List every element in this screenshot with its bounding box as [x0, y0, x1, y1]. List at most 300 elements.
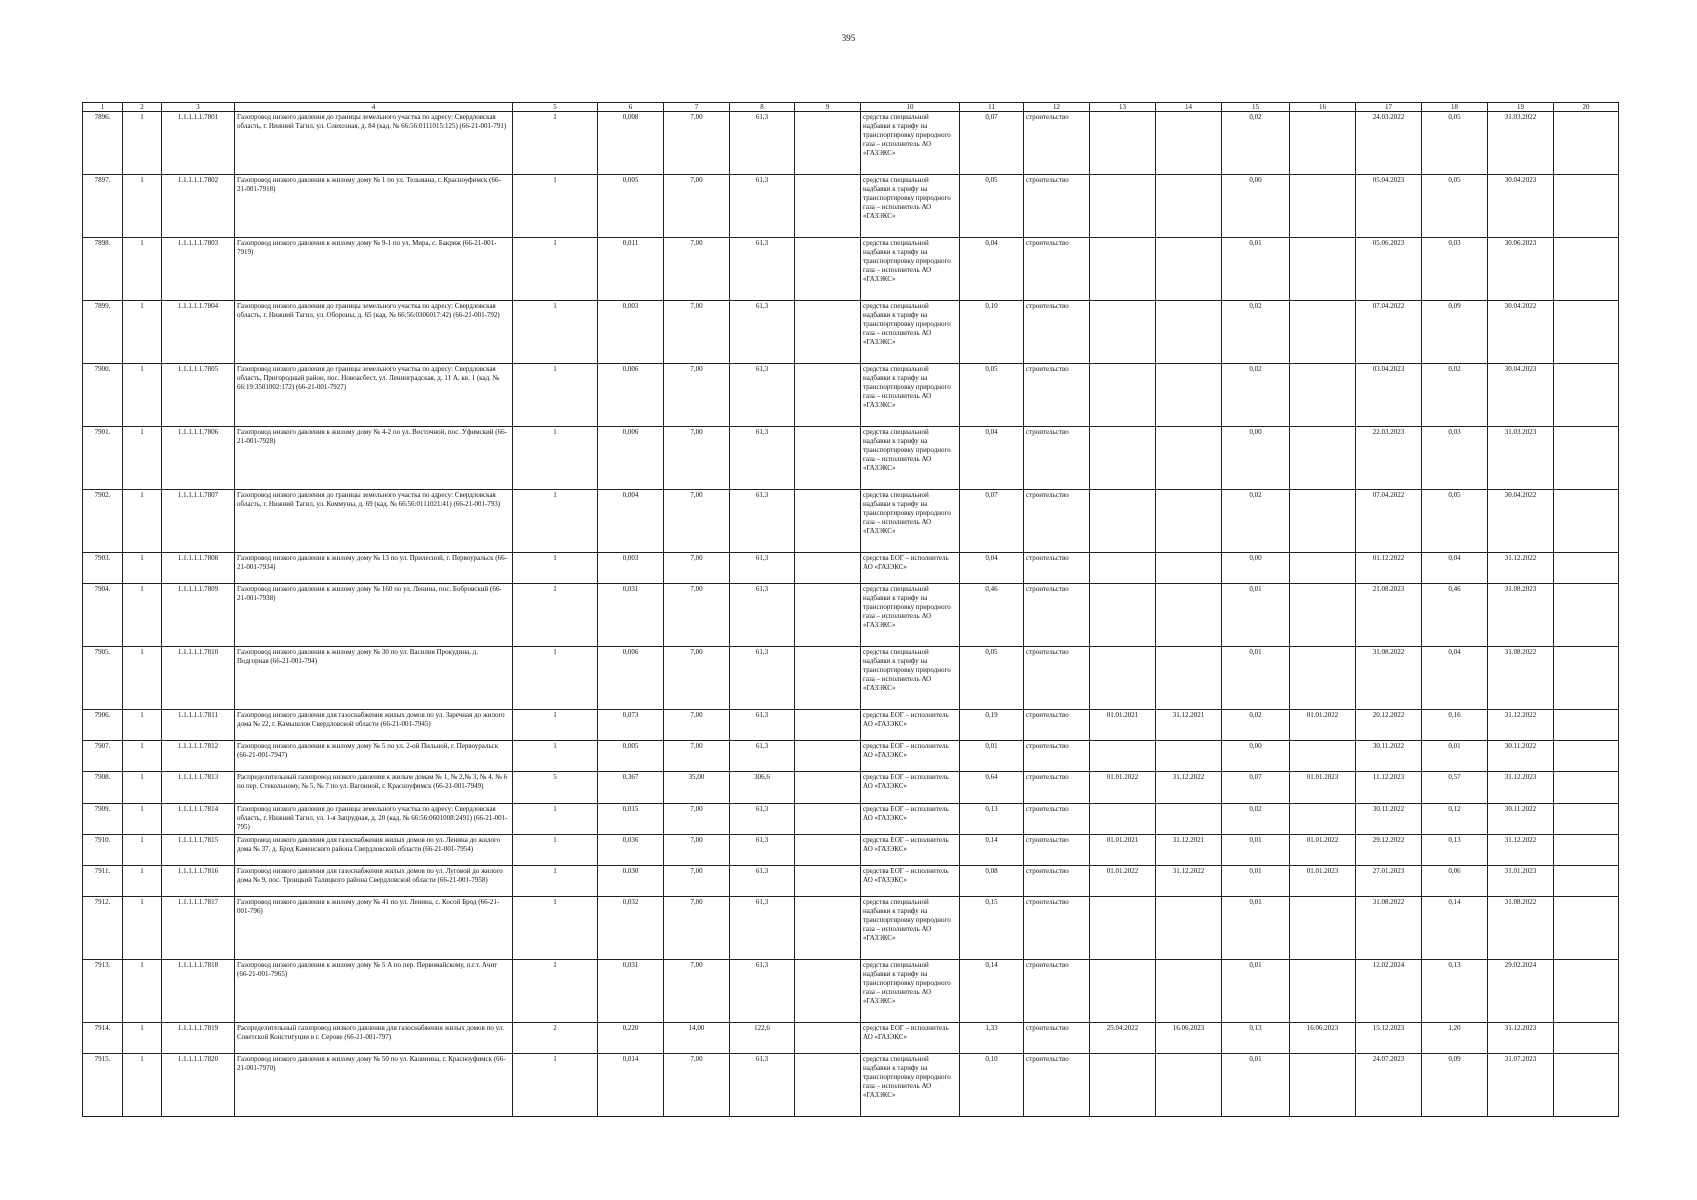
cell-col-13: [1090, 301, 1156, 364]
cell-col-6: 0,004: [598, 490, 664, 553]
cell-col-9: [795, 710, 861, 741]
cell-col-8: 61,3: [730, 866, 795, 897]
cell-col-3: 1.1.1.1.1.7815: [162, 835, 235, 866]
cell-col-4: Газопровод низкого давления к жилому дому № 30 по ул. Василия Прокудина, д. Подгорная (66-21-001-794): [235, 647, 513, 710]
cell-col-16: 01.01.2023: [1290, 772, 1356, 804]
cell-col-9: [795, 897, 861, 960]
cell-col-16: [1290, 301, 1356, 364]
cell-col-5: 1: [513, 301, 598, 364]
cell-col-11: 0,19: [960, 710, 1024, 741]
cell-col-20: [1554, 238, 1619, 301]
cell-col-17: 05.04.2023: [1356, 175, 1422, 238]
cell-col-2: 1: [123, 1023, 162, 1054]
cell-col-13: [1090, 1054, 1156, 1117]
column-header-3: 3: [162, 103, 235, 112]
cell-col-7: 7,00: [664, 112, 730, 175]
cell-col-17: 20.12.2022: [1356, 710, 1422, 741]
cell-col-3: 1.1.1.1.1.7801: [162, 112, 235, 175]
cell-col-12: строительство: [1024, 584, 1090, 647]
cell-col-14: [1156, 112, 1222, 175]
cell-col-12: строительство: [1024, 175, 1090, 238]
cell-col-10: средства специальной надбавки к тарифу на транспортировку природного газа – исполнитель АО «ГАЗЭКС»: [861, 175, 960, 238]
cell-col-4: Газопровод низкого давления к жилому дому № 50 по ул. Калинина, г. Красноуфимск (66-21-001-7970): [235, 1054, 513, 1117]
cell-col-3: 1.1.1.1.1.7808: [162, 553, 235, 584]
cell-col-14: 16.06.2023: [1156, 1023, 1222, 1054]
cell-col-3: 1.1.1.1.1.7812: [162, 741, 235, 772]
cell-col-6: 0,006: [598, 364, 664, 427]
cell-col-19: 31.08.2022: [1488, 647, 1554, 710]
cell-col-1: 7905.: [83, 647, 123, 710]
table-row: [83, 866, 1619, 897]
cell-col-6: 0,005: [598, 175, 664, 238]
cell-col-1: 7907.: [83, 741, 123, 772]
cell-col-9: [795, 960, 861, 1023]
cell-col-1: 7900.: [83, 364, 123, 427]
header-row: [83, 103, 1619, 112]
cell-col-18: 0,04: [1422, 553, 1488, 584]
cell-col-16: [1290, 804, 1356, 835]
cell-col-17: 15.12.2023: [1356, 1023, 1422, 1054]
page-number: 395: [841, 33, 856, 43]
cell-col-10: средства ЕОГ – исполнитель АО «ГАЗЭКС»: [861, 710, 960, 741]
cell-col-5: 1: [513, 866, 598, 897]
cell-col-14: [1156, 238, 1222, 301]
cell-col-9: [795, 364, 861, 427]
cell-col-18: 0,14: [1422, 897, 1488, 960]
cell-col-14: [1156, 490, 1222, 553]
cell-col-15: 0,01: [1222, 835, 1290, 866]
cell-col-11: 0,15: [960, 897, 1024, 960]
column-header-17: 17: [1356, 103, 1422, 112]
cell-col-5: 1: [513, 553, 598, 584]
cell-col-6: 0,006: [598, 427, 664, 490]
cell-col-1: 7913.: [83, 960, 123, 1023]
cell-col-13: [1090, 364, 1156, 427]
cell-col-1: 7898.: [83, 238, 123, 301]
cell-col-20: [1554, 490, 1619, 553]
cell-col-9: [795, 584, 861, 647]
cell-col-10: средства ЕОГ – исполнитель АО «ГАЗЭКС»: [861, 553, 960, 584]
cell-col-15: 0,02: [1222, 710, 1290, 741]
cell-col-1: 7903.: [83, 553, 123, 584]
cell-col-18: 0,12: [1422, 804, 1488, 835]
table-row: [83, 647, 1619, 710]
cell-col-7: 7,00: [664, 866, 730, 897]
cell-col-19: 31.12.2023: [1488, 772, 1554, 804]
cell-col-18: 0,16: [1422, 710, 1488, 741]
cell-col-13: [1090, 112, 1156, 175]
cell-col-11: 0,04: [960, 553, 1024, 584]
cell-col-18: 0,06: [1422, 866, 1488, 897]
cell-col-7: 7,00: [664, 427, 730, 490]
cell-col-4: Газопровод низкого давления до границы земельного участка по адресу: Свердловская область, г. Нижний Тагил, ул. Обороны, д. 65 (кад. № 66:56:0306017:42) (66-21-001-792): [235, 301, 513, 364]
cell-col-14: [1156, 364, 1222, 427]
cell-col-19: 30.04.2022: [1488, 490, 1554, 553]
cell-col-10: средства специальной надбавки к тарифу на транспортировку природного газа – исполнитель АО «ГАЗЭКС»: [861, 647, 960, 710]
table-row: [83, 897, 1619, 960]
column-header-8: 8: [730, 103, 795, 112]
cell-col-12: строительство: [1024, 1054, 1090, 1117]
cell-col-13: [1090, 647, 1156, 710]
cell-col-19: 31.12.2022: [1488, 710, 1554, 741]
cell-col-19: 31.12.2022: [1488, 553, 1554, 584]
cell-col-15: 0,01: [1222, 897, 1290, 960]
cell-col-12: строительство: [1024, 301, 1090, 364]
cell-col-19: 30.04.2023: [1488, 364, 1554, 427]
cell-col-12: строительство: [1024, 364, 1090, 427]
cell-col-2: 1: [123, 490, 162, 553]
cell-col-16: 01.01.2022: [1290, 710, 1356, 741]
column-header-14: 14: [1156, 103, 1222, 112]
table-row: [83, 301, 1619, 364]
cell-col-19: 29.02.2024: [1488, 960, 1554, 1023]
cell-col-19: 31.03.2022: [1488, 112, 1554, 175]
cell-col-12: строительство: [1024, 866, 1090, 897]
cell-col-3: 1.1.1.1.1.7807: [162, 490, 235, 553]
column-header-4: 4: [235, 103, 513, 112]
cell-col-11: 0,46: [960, 584, 1024, 647]
cell-col-20: [1554, 710, 1619, 741]
cell-col-9: [795, 427, 861, 490]
cell-col-9: [795, 553, 861, 584]
cell-col-6: 0,003: [598, 553, 664, 584]
cell-col-19: 31.03.2023: [1488, 427, 1554, 490]
cell-col-17: 22.03.2023: [1356, 427, 1422, 490]
cell-col-12: строительство: [1024, 897, 1090, 960]
column-header-13: 13: [1090, 103, 1156, 112]
cell-col-13: [1090, 897, 1156, 960]
cell-col-2: 1: [123, 1054, 162, 1117]
table-row: [83, 553, 1619, 584]
cell-col-8: 61,3: [730, 897, 795, 960]
cell-col-1: 7896.: [83, 112, 123, 175]
cell-col-12: строительство: [1024, 772, 1090, 804]
cell-col-20: [1554, 584, 1619, 647]
column-header-2: 2: [123, 103, 162, 112]
cell-col-8: 61,3: [730, 238, 795, 301]
cell-col-5: 1: [513, 112, 598, 175]
cell-col-14: 31.12.2022: [1156, 772, 1222, 804]
column-header-16: 16: [1290, 103, 1356, 112]
cell-col-4: Газопровод низкого давления до границы земельного участка по адресу: Свердловская область, г. Нижний Тагил, ул. 1-я Запрудная, д. 20 (кад. № 66:56:0601008:2491) (66-21-001-795): [235, 804, 513, 835]
cell-col-18: 1,20: [1422, 1023, 1488, 1054]
cell-col-3: 1.1.1.1.1.7818: [162, 960, 235, 1023]
cell-col-14: [1156, 175, 1222, 238]
cell-col-18: 0,13: [1422, 835, 1488, 866]
cell-col-4: Распределительный газопровод низкого давления для газоснабжения жилых домов по ул. Советской Конституции в г. Серове (66-21-001-797): [235, 1023, 513, 1054]
cell-col-19: 31.08.2022: [1488, 897, 1554, 960]
cell-col-9: [795, 647, 861, 710]
cell-col-3: 1.1.1.1.1.7816: [162, 866, 235, 897]
cell-col-14: 31.12.2021: [1156, 835, 1222, 866]
cell-col-13: [1090, 741, 1156, 772]
cell-col-16: [1290, 112, 1356, 175]
cell-col-13: [1090, 490, 1156, 553]
column-header-7: 7: [664, 103, 730, 112]
cell-col-19: 31.01.2023: [1488, 866, 1554, 897]
cell-col-19: 30.11.2022: [1488, 804, 1554, 835]
cell-col-10: средства специальной надбавки к тарифу на транспортировку природного газа – исполнитель АО «ГАЗЭКС»: [861, 897, 960, 960]
cell-col-12: строительство: [1024, 553, 1090, 584]
cell-col-3: 1.1.1.1.1.7819: [162, 1023, 235, 1054]
cell-col-11: 0,07: [960, 112, 1024, 175]
cell-col-1: 7908.: [83, 772, 123, 804]
cell-col-16: [1290, 741, 1356, 772]
cell-col-5: 1: [513, 490, 598, 553]
cell-col-10: средства ЕОГ – исполнитель АО «ГАЗЭКС»: [861, 772, 960, 804]
cell-col-18: 0,04: [1422, 647, 1488, 710]
cell-col-5: 1: [513, 364, 598, 427]
cell-col-12: строительство: [1024, 741, 1090, 772]
cell-col-1: 7915.: [83, 1054, 123, 1117]
cell-col-10: средства специальной надбавки к тарифу на транспортировку природного газа – исполнитель АО «ГАЗЭКС»: [861, 112, 960, 175]
cell-col-12: строительство: [1024, 960, 1090, 1023]
cell-col-17: 07.04.2022: [1356, 490, 1422, 553]
cell-col-19: 30.04.2022: [1488, 301, 1554, 364]
cell-col-11: 1,33: [960, 1023, 1024, 1054]
cell-col-4: Газопровод низкого давления до границы земельного участка по адресу: Свердловская область, Пригородный район, пос. Новоасбест, ул. Ленинградская, д. 11 А, кв. 1 (кад. № 66:19:3501002:172) (66-21-001-7927): [235, 364, 513, 427]
cell-col-16: [1290, 584, 1356, 647]
table-row: [83, 960, 1619, 1023]
cell-col-7: 7,00: [664, 301, 730, 364]
cell-col-8: 61,3: [730, 175, 795, 238]
cell-col-14: [1156, 647, 1222, 710]
cell-col-12: строительство: [1024, 490, 1090, 553]
cell-col-15: 0,00: [1222, 427, 1290, 490]
cell-col-4: Газопровод низкого давления для газоснабжения жилых домов по ул. Заречная до жилого дома № 22, г. Камышлов Свердловской области (66-21-001-7945): [235, 710, 513, 741]
cell-col-5: 1: [513, 647, 598, 710]
register-table: [82, 102, 1619, 1117]
cell-col-1: 7904.: [83, 584, 123, 647]
cell-col-6: 0,011: [598, 238, 664, 301]
cell-col-11: 0,08: [960, 866, 1024, 897]
cell-col-14: [1156, 301, 1222, 364]
cell-col-8: 61,3: [730, 647, 795, 710]
table-header: [83, 103, 1619, 112]
cell-col-19: 31.12.2023: [1488, 1023, 1554, 1054]
cell-col-20: [1554, 897, 1619, 960]
cell-col-1: 7899.: [83, 301, 123, 364]
cell-col-7: 7,00: [664, 175, 730, 238]
cell-col-2: 1: [123, 175, 162, 238]
cell-col-6: 0,073: [598, 710, 664, 741]
cell-col-7: 7,00: [664, 553, 730, 584]
cell-col-7: 35,00: [664, 772, 730, 804]
cell-col-13: [1090, 175, 1156, 238]
table-body: [83, 112, 1619, 1117]
cell-col-2: 1: [123, 553, 162, 584]
cell-col-2: 1: [123, 897, 162, 960]
cell-col-20: [1554, 866, 1619, 897]
cell-col-12: строительство: [1024, 112, 1090, 175]
cell-col-20: [1554, 553, 1619, 584]
cell-col-15: 0,01: [1222, 584, 1290, 647]
cell-col-20: [1554, 112, 1619, 175]
cell-col-6: 0,367: [598, 772, 664, 804]
cell-col-17: 07.04.2022: [1356, 301, 1422, 364]
cell-col-18: 0,57: [1422, 772, 1488, 804]
cell-col-15: 0,01: [1222, 647, 1290, 710]
cell-col-20: [1554, 175, 1619, 238]
cell-col-18: 0,05: [1422, 112, 1488, 175]
cell-col-4: Газопровод низкого давления к жилому дому № 13 по ул. Прилесной, г. Первоуральск (66-21-001-7934): [235, 553, 513, 584]
cell-col-10: средства ЕОГ – исполнитель АО «ГАЗЭКС»: [861, 1023, 960, 1054]
cell-col-19: 31.12.2022: [1488, 835, 1554, 866]
cell-col-20: [1554, 301, 1619, 364]
cell-col-6: 0,014: [598, 1054, 664, 1117]
cell-col-3: 1.1.1.1.1.7805: [162, 364, 235, 427]
cell-col-17: 24.07.2023: [1356, 1054, 1422, 1117]
cell-col-16: [1290, 897, 1356, 960]
column-header-20: 20: [1554, 103, 1619, 112]
cell-col-16: [1290, 427, 1356, 490]
cell-col-12: строительство: [1024, 804, 1090, 835]
table-row: [83, 364, 1619, 427]
cell-col-15: 0,00: [1222, 741, 1290, 772]
cell-col-18: 0,05: [1422, 490, 1488, 553]
cell-col-14: [1156, 960, 1222, 1023]
column-header-10: 10: [861, 103, 960, 112]
cell-col-12: строительство: [1024, 427, 1090, 490]
cell-col-18: 0,09: [1422, 1054, 1488, 1117]
cell-col-7: 7,00: [664, 897, 730, 960]
cell-col-2: 1: [123, 804, 162, 835]
cell-col-1: 7914.: [83, 1023, 123, 1054]
table-row: [83, 741, 1619, 772]
cell-col-7: 7,00: [664, 647, 730, 710]
cell-col-17: 30.11.2022: [1356, 804, 1422, 835]
table-row: [83, 112, 1619, 175]
cell-col-12: строительство: [1024, 647, 1090, 710]
cell-col-8: 61,3: [730, 960, 795, 1023]
cell-col-9: [795, 804, 861, 835]
cell-col-14: [1156, 584, 1222, 647]
cell-col-3: 1.1.1.1.1.7810: [162, 647, 235, 710]
cell-col-18: 0,01: [1422, 741, 1488, 772]
cell-col-4: Газопровод низкого давления для газоснабжения жилых домов по ул. Ленина до жилого дома № 37, д. Брод Каменского района Свердловской области (66-21-001-7954): [235, 835, 513, 866]
cell-col-18: 0,09: [1422, 301, 1488, 364]
cell-col-15: 0,02: [1222, 804, 1290, 835]
cell-col-15: 0,01: [1222, 1054, 1290, 1117]
cell-col-4: Газопровод низкого давления для газоснабжения жилых домов по ул. Луговой до жилого дома № 9, пос. Троицкий Талицкого района Свердловской области (66-21-001-7958): [235, 866, 513, 897]
cell-col-20: [1554, 804, 1619, 835]
cell-col-19: 30.06.2023: [1488, 238, 1554, 301]
cell-col-20: [1554, 960, 1619, 1023]
cell-col-3: 1.1.1.1.1.7803: [162, 238, 235, 301]
cell-col-19: 30.11.2022: [1488, 741, 1554, 772]
table-row: [83, 175, 1619, 238]
cell-col-8: 61,3: [730, 490, 795, 553]
cell-col-11: 0,04: [960, 427, 1024, 490]
cell-col-9: [795, 112, 861, 175]
cell-col-9: [795, 490, 861, 553]
cell-col-13: 01.01.2022: [1090, 866, 1156, 897]
cell-col-11: 0,10: [960, 1054, 1024, 1117]
cell-col-4: Газопровод низкого давления к жилому дому № 5 А по пер. Первомайскому, п.г.т. Ачит (66-21-001-7965): [235, 960, 513, 1023]
cell-col-7: 14,00: [664, 1023, 730, 1054]
cell-col-10: средства специальной надбавки к тарифу на транспортировку природного газа – исполнитель АО «ГАЗЭКС»: [861, 238, 960, 301]
cell-col-2: 1: [123, 301, 162, 364]
cell-col-5: 1: [513, 897, 598, 960]
cell-col-16: [1290, 490, 1356, 553]
cell-col-6: 0,005: [598, 741, 664, 772]
cell-col-3: 1.1.1.1.1.7813: [162, 772, 235, 804]
cell-col-17: 11.12.2023: [1356, 772, 1422, 804]
cell-col-3: 1.1.1.1.1.7814: [162, 804, 235, 835]
cell-col-5: 1: [513, 804, 598, 835]
cell-col-11: 0,05: [960, 364, 1024, 427]
cell-col-3: 1.1.1.1.1.7820: [162, 1054, 235, 1117]
cell-col-16: 01.01.2023: [1290, 866, 1356, 897]
cell-col-8: 61,3: [730, 710, 795, 741]
cell-col-5: 5: [513, 772, 598, 804]
cell-col-17: 01.12.2022: [1356, 553, 1422, 584]
cell-col-5: 2: [513, 1023, 598, 1054]
cell-col-2: 1: [123, 427, 162, 490]
cell-col-10: средства специальной надбавки к тарифу на транспортировку природного газа – исполнитель АО «ГАЗЭКС»: [861, 960, 960, 1023]
cell-col-17: 27.01.2023: [1356, 866, 1422, 897]
cell-col-15: 0,01: [1222, 960, 1290, 1023]
cell-col-15: 0,01: [1222, 238, 1290, 301]
cell-col-5: 1: [513, 835, 598, 866]
cell-col-12: строительство: [1024, 1023, 1090, 1054]
cell-col-20: [1554, 647, 1619, 710]
cell-col-11: 0,14: [960, 960, 1024, 1023]
cell-col-8: 61,3: [730, 584, 795, 647]
cell-col-9: [795, 866, 861, 897]
cell-col-4: Распределительный газопровод низкого давления к жилым домам № 1, № 2,№ 3, № 4, № 6 по пер. Стекольному, № 5, № 7 по ул. Вагонной, г. Красноуфимск (66-21-001-7949): [235, 772, 513, 804]
cell-col-8: 306,6: [730, 772, 795, 804]
cell-col-9: [795, 835, 861, 866]
column-header-1: 1: [83, 103, 123, 112]
cell-col-7: 7,00: [664, 584, 730, 647]
table-row: [83, 238, 1619, 301]
cell-col-2: 1: [123, 364, 162, 427]
cell-col-17: 12.02.2024: [1356, 960, 1422, 1023]
cell-col-2: 1: [123, 835, 162, 866]
table-row: [83, 490, 1619, 553]
cell-col-1: 7901.: [83, 427, 123, 490]
cell-col-16: [1290, 960, 1356, 1023]
column-header-6: 6: [598, 103, 664, 112]
cell-col-7: 7,00: [664, 238, 730, 301]
cell-col-5: 1: [513, 175, 598, 238]
cell-col-18: 0,05: [1422, 175, 1488, 238]
cell-col-17: 24.03.2022: [1356, 112, 1422, 175]
cell-col-14: [1156, 1054, 1222, 1117]
cell-col-13: [1090, 238, 1156, 301]
cell-col-3: 1.1.1.1.1.7806: [162, 427, 235, 490]
cell-col-13: 01.01.2021: [1090, 710, 1156, 741]
cell-col-13: [1090, 553, 1156, 584]
cell-col-8: 61,3: [730, 804, 795, 835]
cell-col-16: [1290, 553, 1356, 584]
cell-col-20: [1554, 741, 1619, 772]
cell-col-4: Газопровод низкого давления до границы земельного участка по адресу: Свердловская область, г. Нижний Тагил, ул. Коммуны, д. 69 (кад. № 66:56:0111021:41) (66-21-001-793): [235, 490, 513, 553]
table-row: [83, 772, 1619, 804]
column-header-11: 11: [960, 103, 1024, 112]
cell-col-10: средства специальной надбавки к тарифу на транспортировку природного газа – исполнитель АО «ГАЗЭКС»: [861, 1054, 960, 1117]
cell-col-5: 1: [513, 238, 598, 301]
cell-col-5: 1: [513, 710, 598, 741]
cell-col-18: 0,46: [1422, 584, 1488, 647]
cell-col-19: 30.04.2023: [1488, 175, 1554, 238]
cell-col-15: 0,02: [1222, 112, 1290, 175]
cell-col-17: 03.04.2023: [1356, 364, 1422, 427]
cell-col-1: 7902.: [83, 490, 123, 553]
cell-col-15: 0,00: [1222, 175, 1290, 238]
cell-col-16: [1290, 238, 1356, 301]
